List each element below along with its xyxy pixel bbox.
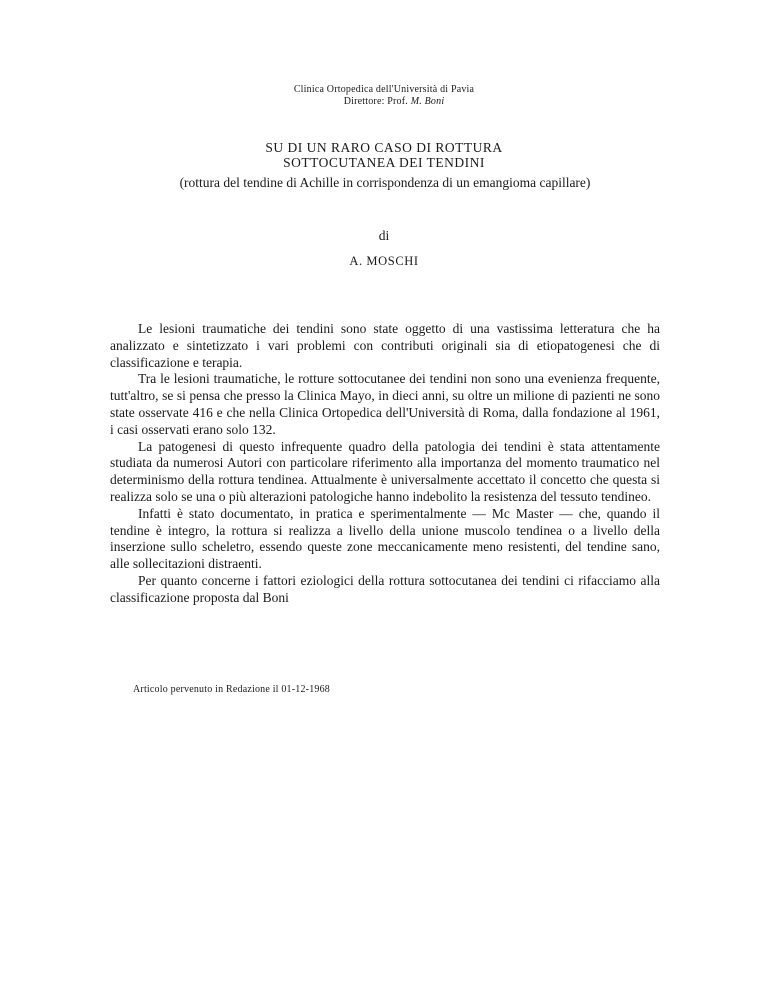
title-line-2: SOTTOCUTANEA DEI TENDINI: [283, 155, 485, 170]
article-title: [0, 140, 768, 170]
director-name: M. Boni: [410, 96, 445, 107]
affiliation: [0, 84, 768, 108]
affiliation-institution: Clinica Ortopedica dell'Università di Pavia: [293, 84, 475, 95]
paragraph: Le lesioni traumatiche dei tendini sono state oggetto di una vastissima letteratura che ha analizzato e sintetizzato i vari problemi con contributi originali sia di etiopatogenesi che di classificazione e terapia.: [110, 321, 660, 370]
paragraph: Per quanto concerne i fattori eziologici della rottura sottocutanea dei tendini ci rifacciamo alla classificazione proposta dal Boni: [110, 572, 660, 605]
received-date-footnote: Articolo pervenuto in Redazione il 01-12-1968: [133, 684, 331, 695]
byline-di: di: [378, 228, 390, 243]
author-name: A. MOSCHI: [349, 254, 419, 268]
paragraph: Tra le lesioni traumatiche, le rotture sottocutanee dei tendini non sono una evenienza frequente, tutt'altro, se si pensa che presso la Clinica Mayo, in dieci anni, su oltre un milione di pazienti ne sono state osservate 416 e che nella Clinica Ortopedica dell'Università di Roma, dalla fondazione al 1961, i casi osservati erano solo 132.: [110, 371, 660, 437]
director-label: Direttore: Prof.: [343, 96, 411, 107]
paragraph: La patogenesi di questo infrequente quadro della patologia dei tendini è stata attentamente studiata da numerosi Autori con particolare riferimento alla importanza del momento traumatico nel determinismo della rottura tendinea. Attualmente è universalmente accettato il concetto che questa si realizza solo se una o più alterazioni patologiche hanno indebolito la resistenza del tessuto tendineo.: [110, 438, 660, 504]
article-subtitle: (rottura del tendine di Achille in corrispondenza di un emangioma capillare): [179, 175, 591, 190]
title-line-1: SU DI UN RARO CASO DI ROTTURA: [265, 140, 503, 155]
article-body: [110, 321, 660, 607]
affiliation-director: [0, 96, 768, 108]
paragraph: Infatti è stato documentato, in pratica e sperimentalmente — Mc Master — che, quando il tendine è integro, la rottura si realizza a livello della unione muscolo tendinea o a livello della inserzione sullo scheletro, essendo queste zone meccanicamente meno resistenti, del tendine sano, alle sollecitazioni distraenti.: [110, 505, 660, 572]
